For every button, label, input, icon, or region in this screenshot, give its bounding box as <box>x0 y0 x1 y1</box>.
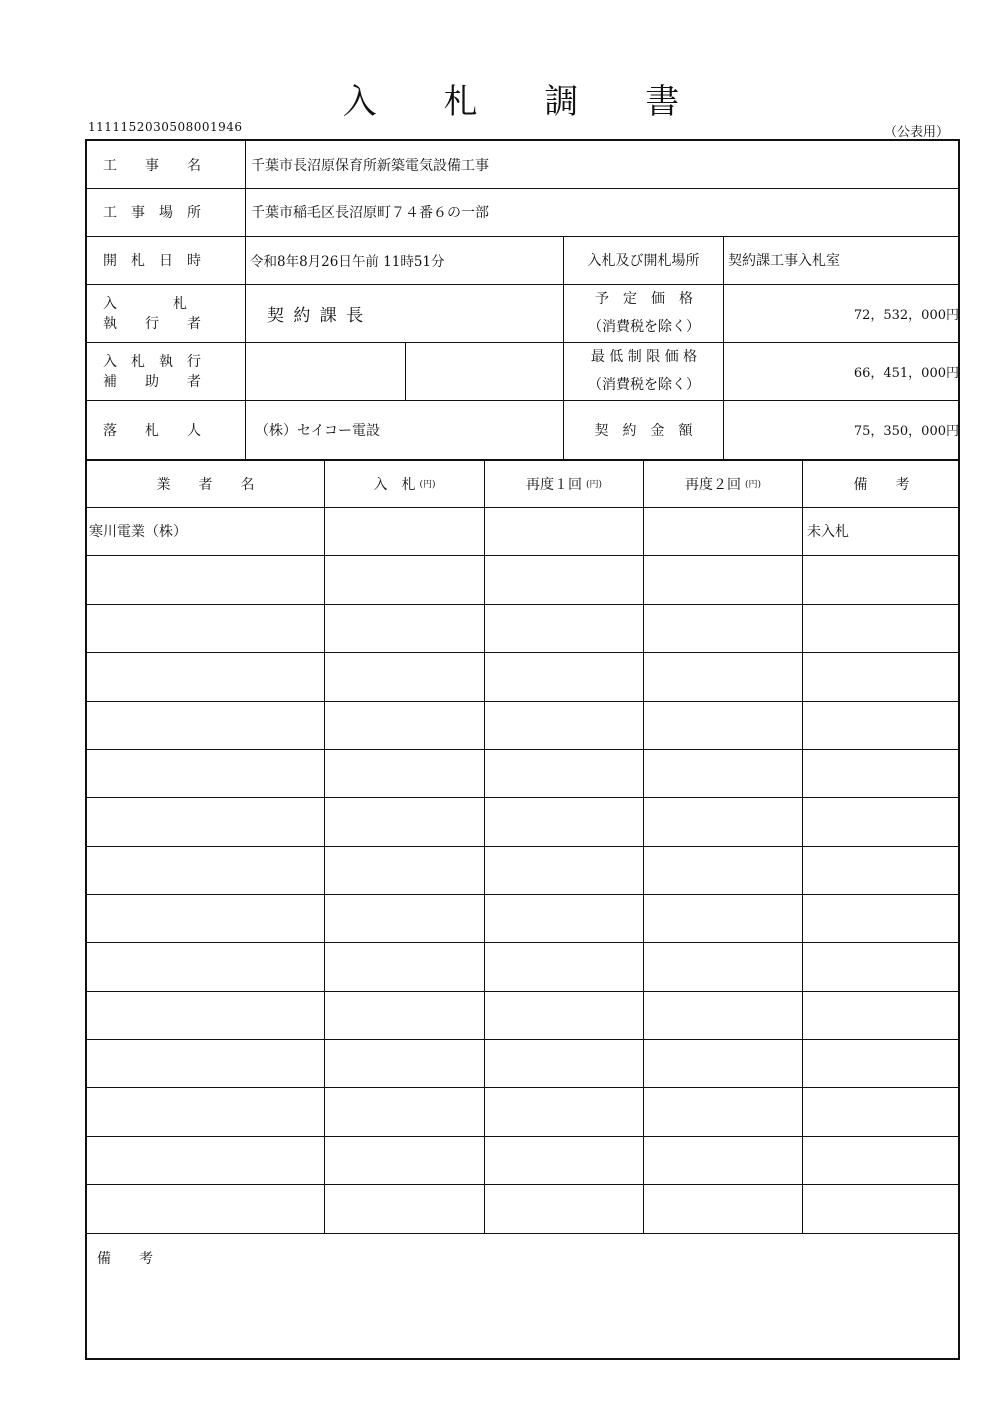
bid-row-rebid2 <box>646 507 798 555</box>
site-label: 工 事 場 所 <box>103 205 201 221</box>
assistant-label <box>103 342 231 400</box>
col-rebid1-header <box>485 460 643 507</box>
bid-record-form <box>85 139 960 1360</box>
min-price-label-text: 最 低 制 限 価 格 <box>590 349 698 365</box>
winner: （株）セイコー電設 <box>255 422 381 439</box>
bid-row-remarks: 未入札 <box>807 524 849 540</box>
min-price-note: （消費税を除く） <box>588 377 700 393</box>
bid-place-label: 入札及び開札場所 <box>587 253 700 269</box>
col-bid-header <box>325 460 484 507</box>
opening-datetime-label: 開 札 日 時 <box>103 253 201 269</box>
opening-datetime: 令和8年8月26日午前 11時51分 <box>250 254 445 270</box>
bid-place: 契約課工事入札室 <box>728 253 840 269</box>
contract-amount-label: 契 約 金 額 <box>594 422 693 439</box>
project-name: 千葉市長沼原保育所新築電気設備工事 <box>251 157 489 174</box>
col-rebid1-label: 再度１回 <box>525 476 582 493</box>
yen-unit: (円) <box>419 480 436 490</box>
bid-row-rebid1 <box>487 507 639 555</box>
project-name-label: 工 事 名 <box>103 157 201 174</box>
executor-label-line1: 入 札 <box>103 296 187 312</box>
yen-unit: (円) <box>585 480 603 490</box>
site: 千葉市稲毛区長沼原町７４番６の一部 <box>251 205 489 221</box>
assistant-label-line1: 入 札 執 行 <box>103 354 201 370</box>
assistant-label-line2: 補 助 者 <box>103 374 201 390</box>
bid-row-company: 寒川電業（株） <box>89 524 187 540</box>
col-rebid2-header <box>644 460 802 507</box>
col-rebid2-label: 再度２回 <box>684 476 741 493</box>
min-price-label <box>579 342 709 400</box>
executor-label-line2: 執 行 者 <box>103 316 201 332</box>
winner-label: 落 札 人 <box>103 422 201 439</box>
bid-row-bid <box>327 507 479 555</box>
col-remarks-header: 備 考 <box>853 476 910 493</box>
contract-amount: 75，350，000円 <box>853 424 959 439</box>
public-label: （公表用） <box>883 125 949 140</box>
planned-price: 72，532，000円 <box>853 307 959 323</box>
col-bid-label: 入 札 <box>373 476 416 493</box>
planned-price-label <box>579 284 709 342</box>
document-title: 入 札 調 書 <box>342 82 708 122</box>
min-price: 66，451，000円 <box>853 365 959 381</box>
planned-price-note: （消費税を除く） <box>588 319 700 335</box>
footer-remarks-label: 備 考 <box>97 1251 153 1267</box>
col-company-header: 業 者 名 <box>156 476 255 493</box>
document-number: 1111152030508001946 <box>88 120 243 134</box>
executor-label <box>103 284 231 342</box>
yen-unit: (円) <box>744 480 762 490</box>
executor: 契 約 課 長 <box>267 305 366 326</box>
planned-price-label-text: 予 定 価 格 <box>595 291 693 307</box>
